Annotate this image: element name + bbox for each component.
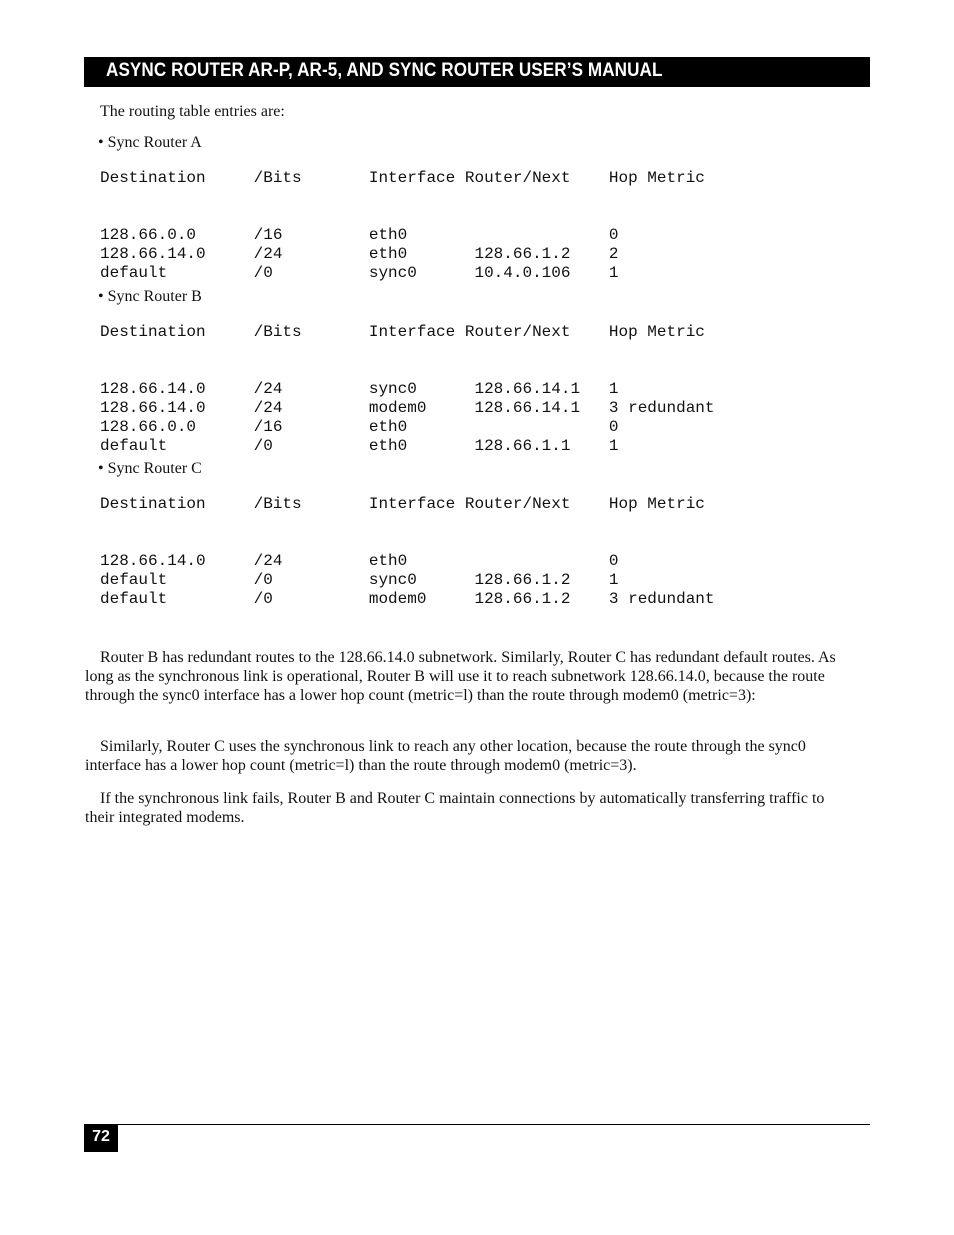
paragraph-redundant-routes: Router B has redundant routes to the 128.66.14.0 subnetwork. Similarly, Router C has redundant default routes. As long as the synchronous link is operational, Router B will use it to reach subnetwork 128.66.14.0, because the route through the sync0 interface has a lower hop count (metric=l) than the route through modem0 (metric=3): [85,649,836,704]
router-c-table: Destination /Bits Interface Router/Next Hop Metric 128.66.14.0 /24 eth0 0 default /0 sync0 128.66.1.2 1 default /0 modem0 128.66.1.2 3 redundant [100,495,715,608]
page-number: 72 [92,1128,110,1145]
paragraph-link-fail: If the synchronous link fails, Router B and Router C maintain connections by automatically transferring traffic to their integrated modems. [85,790,825,826]
page-header-title: ASYNC ROUTER AR-P, AR-5, AND SYNC ROUTER USER’S MANUAL [106,60,663,81]
page-number-box [84,1124,118,1152]
router-a-table: Destination /Bits Interface Router/Next Hop Metric 128.66.0.0 /16 eth0 0 128.66.14.0 /24 eth0 128.66.1.2 2 default /0 sync0 10.4.0.106 1 [100,169,705,282]
router-c-label: • Sync Router C [98,460,202,477]
router-b-label: • Sync Router B [98,288,202,305]
router-a-label: • Sync Router A [98,134,202,151]
paragraph-router-c: Similarly, Router C uses the synchronous link to reach any other location, because the route through the sync0 interface has a lower hop count (metric=l) than the route through modem0 (metric=3). [85,738,806,774]
header-bar [84,57,870,87]
footer-rule [84,1124,870,1125]
router-b-table: Destination /Bits Interface Router/Next Hop Metric 128.66.14.0 /24 sync0 128.66.14.1 1 128.66.14.0 /24 modem0 128.66.14.1 3 redundant 128.66.0.0 /16 eth0 0 default /0 eth0 128.66.1.1 1 [100,323,715,455]
intro-text: The routing table entries are: [100,103,285,120]
